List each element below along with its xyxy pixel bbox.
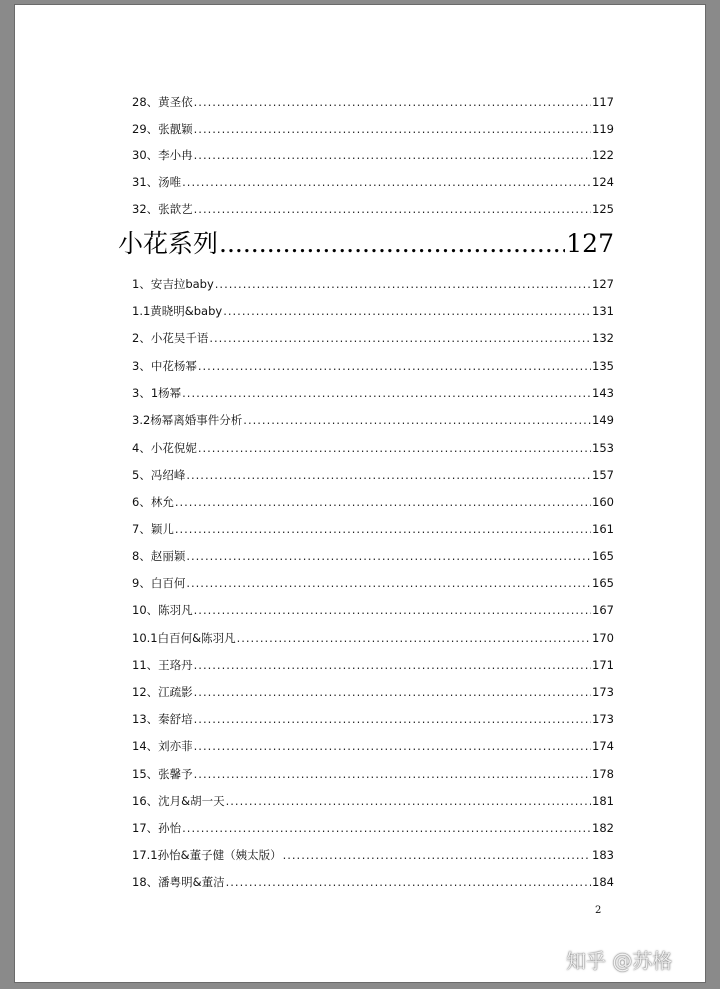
dot-leader <box>198 359 591 373</box>
toc-entry-label: 28、黄圣依 <box>132 95 193 109</box>
toc-entry-label: 18、潘粤明&董洁 <box>132 875 225 889</box>
toc-entry-label: 3、中花杨幂 <box>132 359 197 373</box>
toc-entry-label: 8、赵丽颖 <box>132 549 186 563</box>
toc-entry-label: 4、小花倪妮 <box>132 441 197 455</box>
dot-leader <box>186 576 591 590</box>
toc-entry[interactable] <box>132 441 614 455</box>
toc-entry-page: 124 <box>592 175 614 189</box>
toc-entry-page: 117 <box>592 95 614 109</box>
toc-entry[interactable] <box>132 413 614 427</box>
toc-entry[interactable] <box>132 658 614 672</box>
toc-section-heading[interactable] <box>118 229 614 259</box>
dot-leader <box>198 441 591 455</box>
toc-entry-page: 161 <box>592 522 614 536</box>
watermark-text: 知乎 @苏格 <box>566 949 673 973</box>
toc-entry-page: 174 <box>592 739 614 753</box>
toc-entry[interactable] <box>132 122 614 136</box>
toc-entry-page: 127 <box>592 277 614 291</box>
toc-entry-page: 135 <box>592 359 614 373</box>
toc-entry-label: 14、刘亦菲 <box>132 739 193 753</box>
section-page: 127 <box>566 229 614 258</box>
toc-entry[interactable] <box>132 495 614 509</box>
dot-leader <box>243 413 591 427</box>
dot-leader <box>283 848 591 862</box>
dot-leader <box>194 148 591 162</box>
dot-leader <box>194 202 591 216</box>
toc-entry-page: 149 <box>592 413 614 427</box>
dot-leader <box>223 304 591 318</box>
toc-entry-label: 7、颖儿 <box>132 522 174 536</box>
dot-leader <box>226 875 591 889</box>
toc-entry-page: 171 <box>592 658 614 672</box>
toc-entry[interactable] <box>132 631 614 645</box>
toc-entry-page: 165 <box>592 549 614 563</box>
toc-entry-label: 32、张歆艺 <box>132 202 193 216</box>
toc-entry[interactable] <box>132 549 614 563</box>
toc-entry-page: 125 <box>592 202 614 216</box>
toc-entry[interactable] <box>132 202 614 216</box>
dot-leader <box>194 712 591 726</box>
dot-leader <box>219 229 565 259</box>
toc-entry-label: 30、李小冉 <box>132 148 193 162</box>
dot-leader <box>175 522 591 536</box>
toc-entry[interactable] <box>132 148 614 162</box>
dot-leader <box>175 495 591 509</box>
dot-leader <box>186 549 591 563</box>
dot-leader <box>237 631 591 645</box>
toc-entry-label: 29、张靓颖 <box>132 122 193 136</box>
dot-leader <box>182 386 591 400</box>
dot-leader <box>209 331 591 345</box>
toc-entry[interactable] <box>132 821 614 835</box>
toc-entry-page: 167 <box>592 603 614 617</box>
document-page <box>14 4 706 983</box>
toc-entry-label: 2、小花吴千语 <box>132 331 209 345</box>
dot-leader <box>194 685 591 699</box>
toc-entry-page: 160 <box>592 495 614 509</box>
dot-leader <box>226 794 591 808</box>
page-number: 2 <box>595 905 602 916</box>
toc-entry-page: 157 <box>592 468 614 482</box>
toc-entry-label: 12、江疏影 <box>132 685 193 699</box>
dot-leader <box>194 658 591 672</box>
toc-entry-label: 5、冯绍峰 <box>132 468 186 482</box>
toc-entry-page: 178 <box>592 767 614 781</box>
toc-entry[interactable] <box>132 712 614 726</box>
toc-entry-page: 173 <box>592 685 614 699</box>
toc-entry[interactable] <box>132 386 614 400</box>
dot-leader <box>194 767 591 781</box>
toc-entry-label: 11、王珞丹 <box>132 658 193 672</box>
toc-entry[interactable] <box>132 576 614 590</box>
toc-entry-page: 184 <box>592 875 614 889</box>
toc-entry[interactable] <box>132 359 614 373</box>
toc-entry-page: 181 <box>592 794 614 808</box>
dot-leader <box>194 95 591 109</box>
toc-entry-label: 1.1黄晓明&baby <box>132 304 223 318</box>
toc-entry-page: 173 <box>592 712 614 726</box>
toc-entry[interactable] <box>132 848 614 862</box>
toc-entry[interactable] <box>132 767 614 781</box>
toc-entry[interactable] <box>132 794 614 808</box>
dot-leader <box>215 277 591 291</box>
dot-leader <box>182 821 591 835</box>
toc-entry-label: 16、沈月&胡一天 <box>132 794 225 808</box>
toc-entry-label: 13、秦舒培 <box>132 712 193 726</box>
dot-leader <box>194 739 591 753</box>
toc-entry-page: 170 <box>592 631 614 645</box>
toc-entry[interactable] <box>132 468 614 482</box>
dot-leader <box>186 468 591 482</box>
toc-entry-label: 10、陈羽凡 <box>132 603 193 617</box>
toc-entry-label: 15、张馨予 <box>132 767 193 781</box>
toc-entry-page: 182 <box>592 821 614 835</box>
dot-leader <box>194 122 591 136</box>
toc-entry[interactable] <box>132 277 614 291</box>
toc-entry-page: 143 <box>592 386 614 400</box>
toc-entry-label: 17、孙怡 <box>132 821 182 835</box>
toc-entry[interactable] <box>132 603 614 617</box>
toc-entry[interactable] <box>132 522 614 536</box>
toc-entry[interactable] <box>132 175 614 189</box>
toc-entry[interactable] <box>132 331 614 345</box>
toc-entry-label: 9、白百何 <box>132 576 186 590</box>
toc-entry[interactable] <box>132 875 614 889</box>
dot-leader <box>194 603 591 617</box>
toc-entry-label: 3、1杨幂 <box>132 386 182 400</box>
toc-entry-page: 131 <box>592 304 614 318</box>
toc-entry[interactable] <box>132 304 614 318</box>
toc-entry-label: 17.1孙怡&董子健（姨太版） <box>132 848 282 862</box>
toc-entry-page: 119 <box>592 122 614 136</box>
toc-entry-page: 122 <box>592 148 614 162</box>
dot-leader <box>182 175 591 189</box>
toc-entry-page: 183 <box>592 848 614 862</box>
toc-entry-label: 1、安吉拉baby <box>132 277 214 291</box>
toc-entry[interactable] <box>132 685 614 699</box>
toc-entry-label: 10.1白百何&陈羽凡 <box>132 631 236 645</box>
toc-entry[interactable] <box>132 95 614 109</box>
toc-entry-page: 132 <box>592 331 614 345</box>
section-title: 小花系列 <box>118 229 219 258</box>
toc-entry[interactable] <box>132 739 614 753</box>
toc-entry-label: 6、林允 <box>132 495 174 509</box>
toc-entry-page: 165 <box>592 576 614 590</box>
toc-entry-label: 3.2杨幂离婚事件分析 <box>132 413 243 427</box>
toc-entry-label: 31、汤唯 <box>132 175 182 189</box>
toc-entry-page: 153 <box>592 441 614 455</box>
